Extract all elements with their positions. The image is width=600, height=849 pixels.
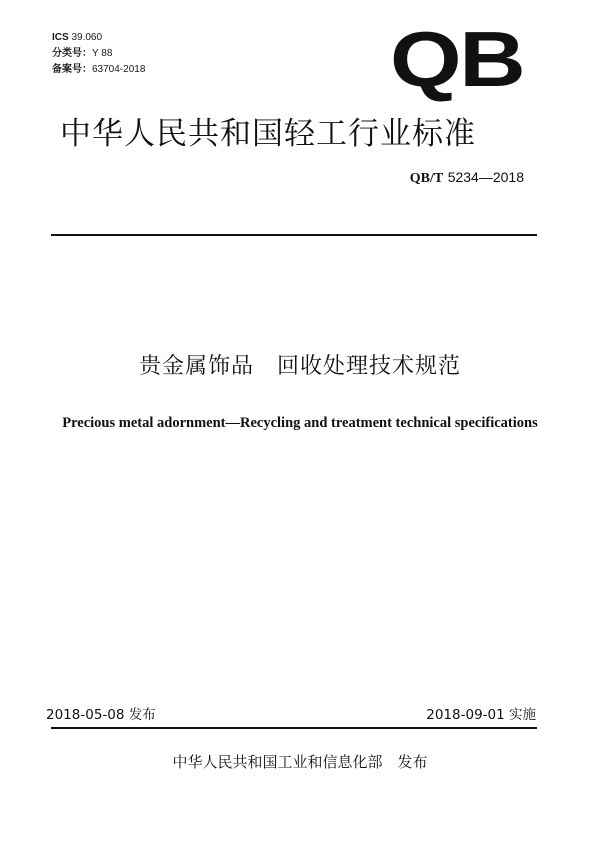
record-label: 备案号： (52, 64, 92, 75)
standard-number-value: 5234—2018 (447, 169, 524, 185)
issuing-authority: 中华人民共和国工业和信息化部 发布 (172, 753, 428, 771)
standard-number (410, 168, 524, 188)
top-divider (51, 234, 537, 236)
ics-value: 39.060 (71, 32, 103, 43)
document-title-english: Precious metal adornment—Recycling and treatment technical specifications (62, 415, 538, 431)
standard-code: QB/T (409, 171, 444, 186)
implementation-date: 2018-09-01 实施 (426, 707, 536, 723)
class-label: 分类号： (52, 48, 92, 59)
qb-logo: QB (390, 15, 524, 103)
document-title-chinese: 贵金属饰品 回收处理技术规范 (138, 354, 461, 379)
class-value: Y 88 (92, 48, 113, 59)
ics-line (52, 30, 145, 46)
record-value: 63704-2018 (92, 64, 146, 75)
standard-authority-title: 中华人民共和国轻工行业标准 (60, 116, 476, 152)
ics-label: ICS (52, 32, 69, 43)
issue-date: 2018-05-08 发布 (46, 707, 156, 723)
bottom-divider (51, 727, 537, 729)
record-line (52, 62, 145, 78)
class-line (52, 46, 145, 62)
classification-info (52, 30, 145, 78)
